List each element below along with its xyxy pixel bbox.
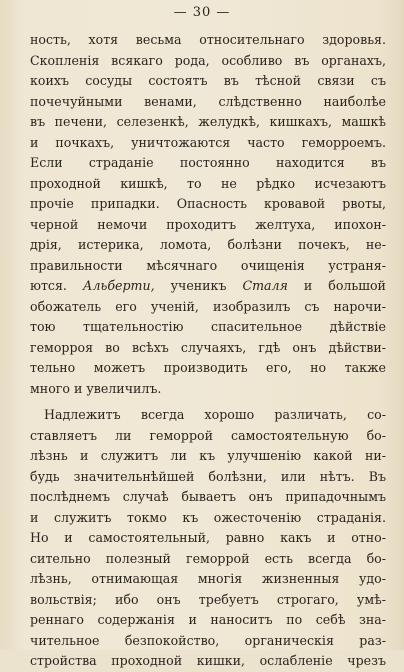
text-line: вольствія; ибо онъ требуетъ строгаго, умѣ- (30, 591, 386, 607)
text-fragment: ются. (30, 278, 67, 293)
text-line: будь значительнѣйшей болѣзни, или нѣтъ. Въ (30, 468, 386, 484)
text-line: стройства проходной кишки, ослабленіе чрезъ (30, 653, 386, 668)
text-line: сительно полезный геморрой есть всегда бо- (30, 550, 386, 566)
text-line: ность, хотя весьма относительнаго здоровья. (30, 32, 386, 47)
text-line: тельно можетъ производить его, но также (30, 360, 386, 375)
text-line: проходной кишкѣ, то не рѣдко исчезаютъ (30, 175, 386, 191)
text-line: Если страданіе постоянно находится въ (30, 155, 386, 170)
text-line: коихъ сосуды состоятъ въ тѣсной связи съ (30, 73, 386, 88)
text-line: и служитъ токмо къ ожесточенію страданія. (30, 509, 386, 525)
paragraph-2 (30, 405, 386, 672)
text-line: Скопленія всякаго рода, особливо въ органахъ, (30, 52, 386, 68)
text-line: Но и самостоятельный, равно какъ и отно- (30, 530, 386, 545)
text-line: и почкахъ, уничтожаются часто геморроемъ. (30, 134, 386, 150)
text-line: чительное безпокойство, органическія раз- (30, 632, 386, 648)
text-line: черной немочи проходитъ желтуха, ипохон- (30, 216, 386, 232)
text-line: дрія, истерика, ломота, болѣзни почекъ, не- (30, 237, 386, 252)
text-line: геморроя во всѣхъ случаяхъ, гдѣ онъ дѣйстви- (30, 339, 386, 355)
text-line: прочіе припадки. Опасность кровавой рвоты, (30, 196, 386, 211)
person-name-alberti: Альберти, (82, 278, 155, 293)
text-line: Надлежитъ всегда хорошо различать, со- (44, 407, 386, 422)
text-fragment: и большой (303, 278, 386, 293)
text-line: ставляетъ ли геморрой самостоятельную бо- (30, 427, 386, 443)
text-line: реннаго содержанія и наноситъ по себѣ зна- (30, 612, 386, 627)
person-name-stall: Сталя (242, 278, 288, 293)
page-number: — 30 — (173, 5, 231, 20)
text-line: правильности мѣсячнаго очищенія устраня- (30, 257, 386, 273)
text-line: много и увеличилъ. (30, 380, 162, 396)
text-fragment: ученикъ (170, 278, 227, 293)
paragraph-1 (30, 30, 386, 399)
text-line: лѣзнь, отнимающая многія жизненныя удо- (30, 571, 386, 586)
text-line-with-names (30, 276, 386, 297)
body-text (30, 30, 386, 672)
text-line: тою тщательностію спасительное дѣйствіе (30, 319, 386, 334)
text-line: въ печени, селезенкѣ, желудкѣ, кишкахъ, машкѣ (30, 114, 386, 129)
text-line: почечуйными венами, слѣдственно наиболѣе (30, 93, 386, 109)
text-line: послѣднемъ случаѣ бываетъ онъ припадочнымъ (30, 489, 386, 504)
text-line: обожатель его ученій, изобразилъ съ нарочи- (30, 298, 386, 314)
text-line: лѣзнь и служитъ ли къ улучшенію какой ни- (30, 448, 386, 463)
